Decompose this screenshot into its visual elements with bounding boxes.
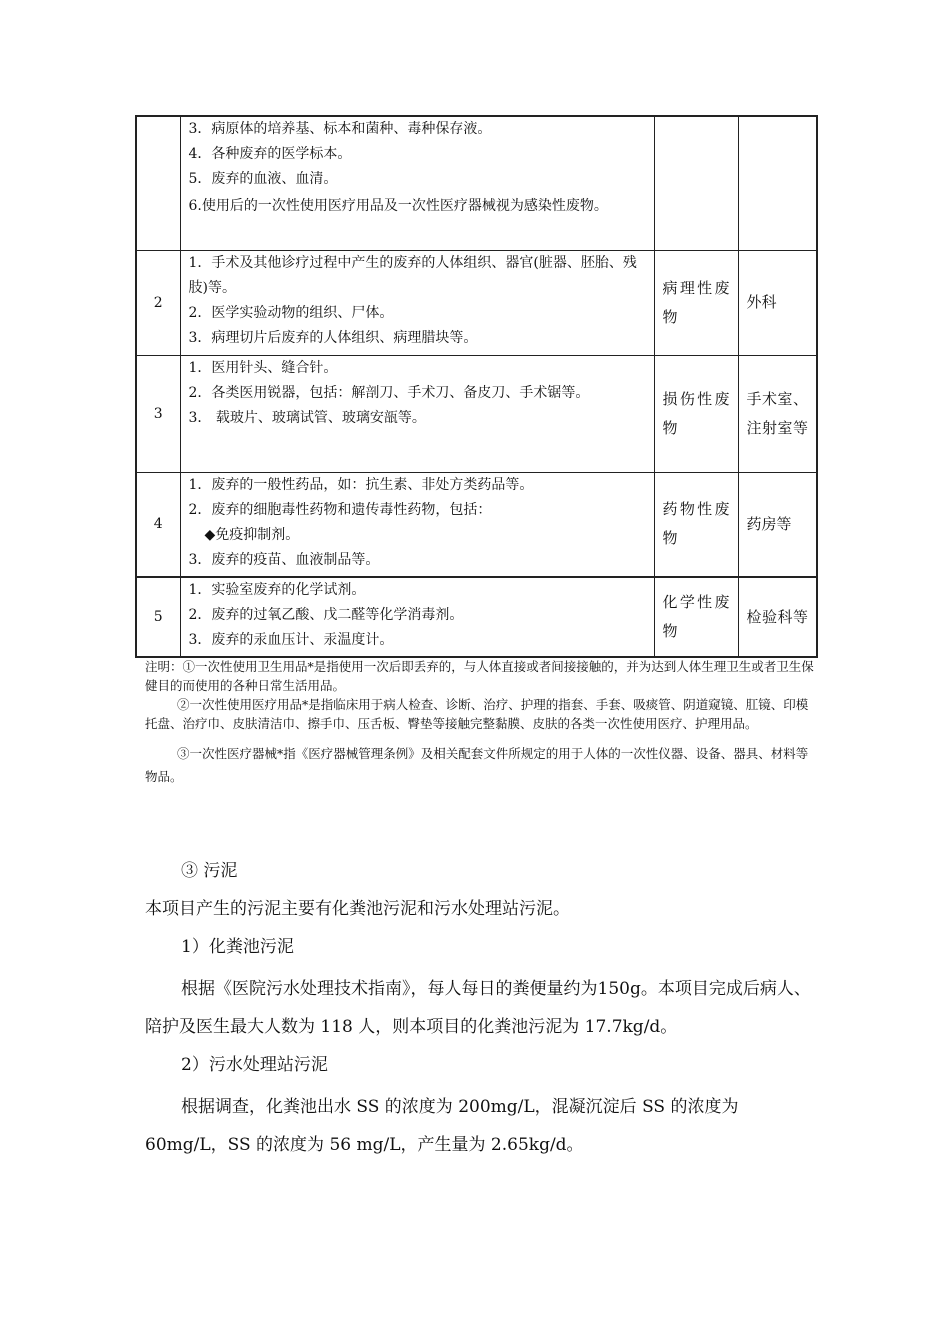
note-1: 注明：①一次性使用卫生用品*是指使用一次后即丢弃的，与人体直接或者间接接触的，并为达到人体生理卫生或者卫生保健目的而使用的各种日常生活用品。	[145, 659, 814, 693]
list-item: 1．废弃的一般性药品，如：抗生素、非处方类药品等。	[188, 476, 534, 493]
list-item: 3．废弃的汞血压计、汞温度计。	[188, 632, 394, 648]
row-number: 2	[136, 250, 180, 355]
paragraph-septic-tank: 根据《医院污水处理技术指南》，每人每日的粪便量约为150g。本项目完成后病人、陪护及医生最大人数为 118 人，则本项目的化粪池污泥为 17.7kg/d。	[145, 979, 811, 1037]
row-number: 3	[136, 355, 180, 472]
list-item: 1．手术及其他诊疗过程中产生的废弃的人体组织、器官(脏器、胚胎、残肢)等。	[188, 254, 637, 296]
paragraph-treatment-station: 根据调查，化粪池出水 SS 的浓度为 200mg/L，混凝沉淀后 SS 的浓度为 60mg/L，SS 的浓度为 56 mg/L，产生量为 2.65kg/d。	[145, 1097, 739, 1155]
waste-category: 化学性废物	[654, 577, 738, 657]
subheading-septic-tank: 1）化粪池污泥	[181, 937, 294, 957]
list-item: 2．废弃的过氧乙酸、戊二醛等化学消毒剂。	[188, 607, 464, 623]
table-row	[136, 577, 817, 657]
list-item: 2．各类医用锐器，包括：解剖刀、手术刀、备皮刀、手术锯等。	[188, 384, 590, 401]
list-item: 3．病理切片后废弃的人体组织、病理腊块等。	[188, 329, 478, 346]
note-3: ③一次性医疗器械*指《医疗器械管理条例》及相关配套文件所规定的用于人体的一次性仪器、设备、器具、材料等物品。	[145, 746, 809, 784]
waste-category	[654, 116, 738, 250]
row-number: 5	[136, 577, 180, 657]
row-number: 4	[136, 472, 180, 577]
source-department: 外科	[738, 250, 817, 355]
list-item: 1．医用针头、缝合针。	[188, 359, 338, 376]
waste-items	[180, 355, 654, 472]
list-item: 2．废弃的细胞毒性药物和遗传毒性药物，包括：	[188, 501, 492, 518]
table-notes	[145, 657, 815, 788]
section-intro: 本项目产生的污泥主要有化粪池污泥和污水处理站污泥。	[145, 899, 570, 919]
waste-items	[180, 250, 654, 355]
list-item: 5．废弃的血液、血清。	[188, 171, 338, 187]
sludge-section	[145, 852, 815, 1164]
note-2: ②一次性使用医疗用品*是指临床用于病人检查、诊断、治疗、护理的指套、手套、吸痰管、阴道窥镜、肛镜、印模托盘、治疗巾、皮肤清洁巾、擦手巾、压舌板、臀垫等接触完整黏膜、皮肤的各类一次性使用医疗、护理用品。	[145, 697, 809, 731]
source-department	[738, 116, 817, 250]
list-item: 3． 载玻片、玻璃试管、玻璃安瓿等。	[188, 409, 426, 426]
table-row	[136, 116, 817, 250]
list-item: 3．病原体的培养基、标本和菌种、毒种保存液。	[188, 121, 492, 137]
list-item: 2．医学实验动物的组织、尸体。	[188, 304, 394, 321]
table-row	[136, 355, 817, 472]
list-item: 3．废弃的疫苗、血液制品等。	[188, 551, 380, 568]
section-heading: ③ 污泥	[181, 861, 238, 881]
list-item: 1．实验室废弃的化学试剂。	[188, 582, 366, 598]
table-row	[136, 250, 817, 355]
source-department: 检验科等	[738, 577, 817, 657]
waste-items	[180, 116, 654, 250]
list-item: 6.使用后的一次性使用医疗用品及一次性医疗器械视为感染性废物。	[188, 198, 608, 214]
waste-category: 病理性废物	[654, 250, 738, 355]
medical-waste-table	[135, 115, 818, 658]
table-row	[136, 472, 817, 577]
row-number	[136, 116, 180, 250]
waste-category: 损伤性废物	[654, 355, 738, 472]
subheading-treatment-station: 2）污水处理站污泥	[181, 1055, 328, 1075]
waste-items	[180, 472, 654, 577]
waste-category: 药物性废物	[654, 472, 738, 577]
list-item: 4．各种废弃的医学标本。	[188, 146, 352, 162]
source-department: 手术室、注射室等	[738, 355, 817, 472]
source-department: 药房等	[738, 472, 817, 577]
waste-items	[180, 577, 654, 657]
list-item: ◆免疫抑制剂。	[204, 526, 300, 543]
